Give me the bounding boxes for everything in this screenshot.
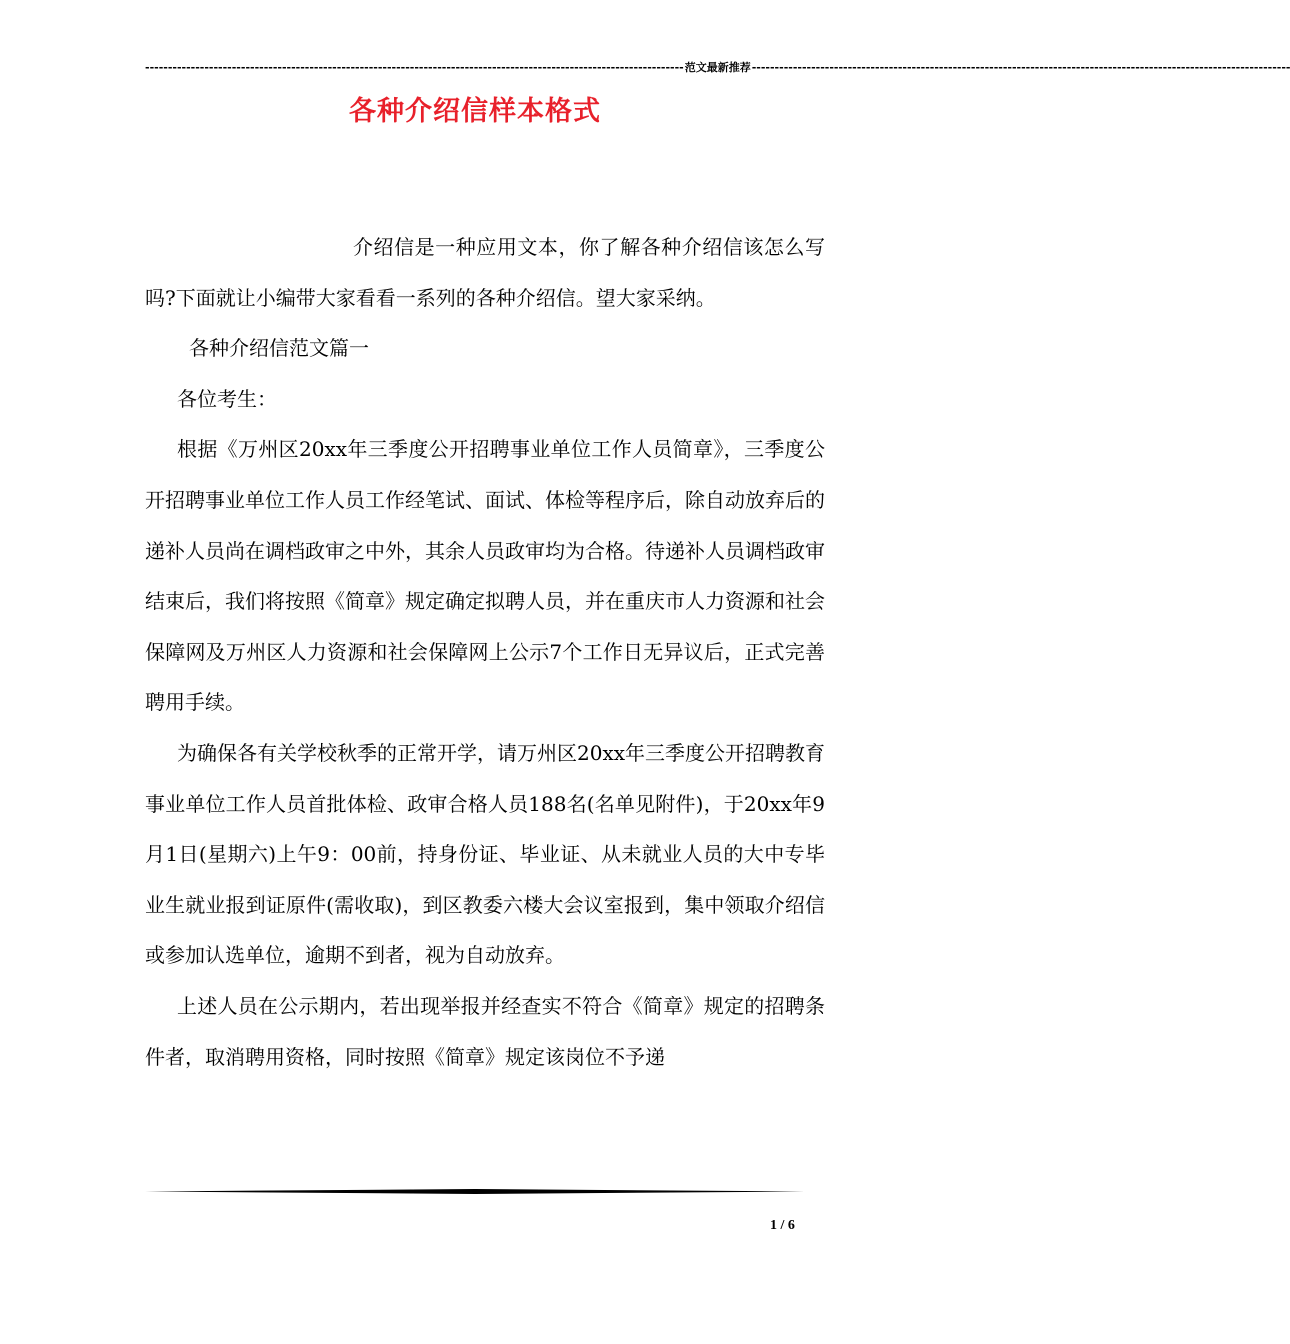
body-paragraph-2: 为确保各有关学校秋季的正常开学，请万州区20xx年三季度公开招聘教育事业单位工作人员首批体检、政审合格人员188名(名单见附件)，于20xx年9月1日(星期六)上午9：00前，持身份证、毕业证、从未就业人员的大中专毕业生就业报到证原件(需收取)，到区教委六楼大会议室报到，集中领取介绍信或参加认选单位，逾期不到者，视为自动放弃。 xyxy=(145,740,826,968)
intro-paragraph: 介绍信是一种应用文本，你了解各种介绍信该怎么写吗?下面就让小编带大家看看一系列的各种介绍信。望大家采纳。 xyxy=(145,235,825,310)
body-paragraph-1: 根据《万州区20xx年三季度公开招聘事业单位工作人员简章》，三季度公开招聘事业单位工作人员工作经笔试、面试、体检等程序后，除自动放弃后的递补人员尚在调档政审之中外，其余人员政审均为合格。待递补人员调档政审结束后，我们将按照《简章》规定确定拟聘人员，并在重庆市人力资源和社会保障网及万州区人力资源和社会保障网上公示7个工作日无异议后，正式完善聘用手续。 xyxy=(145,437,825,715)
page-number: 1 / 6 xyxy=(770,1218,795,1233)
body-paragraph-3: 上述人员在公示期内，若出现举报并经查实不符合《简章》规定的招聘条件者，取消聘用资格，同时按照《简章》规定该岗位不予递 xyxy=(145,993,825,1069)
page-header xyxy=(145,60,1290,76)
section-subheading: 各种介绍信范文篇一 xyxy=(189,336,369,361)
header-dash-right: ---------------------------------------------------------------------------------------------------------------------- xyxy=(751,61,1290,74)
header-label: 范文最新推荐 xyxy=(684,61,751,74)
footer-rule xyxy=(145,1189,805,1194)
document-body xyxy=(145,222,825,1082)
salutation: 各位考生： xyxy=(177,386,277,411)
header-dash-left: ---------------------------------------------------------------------------------------------------------------------- xyxy=(145,61,684,74)
document-title: 各种介绍信样本格式 xyxy=(349,96,601,127)
